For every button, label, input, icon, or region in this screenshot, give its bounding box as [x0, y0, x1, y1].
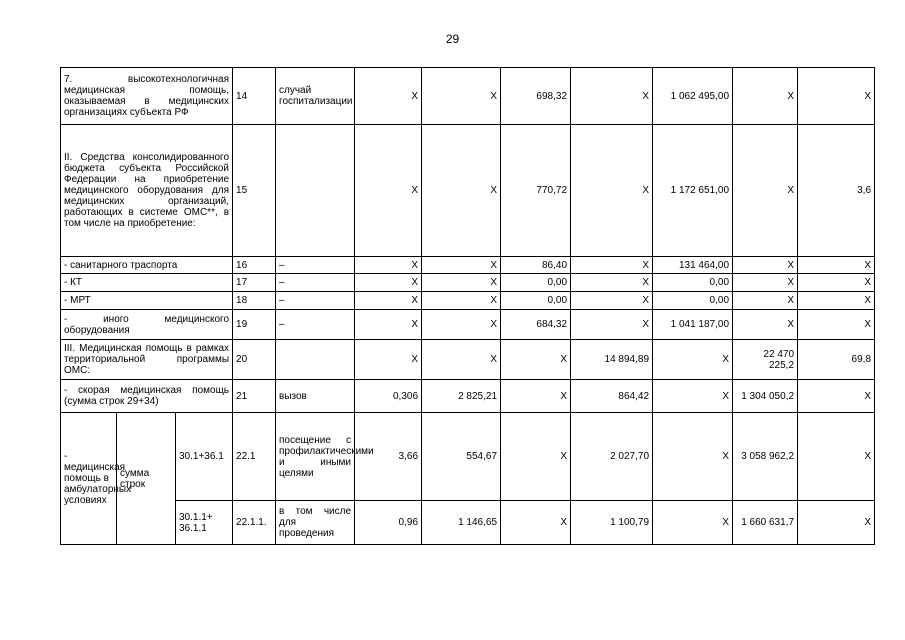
value-cell-c6: X	[733, 125, 798, 257]
value-cell-c5: 0,00	[653, 274, 733, 292]
table-row	[61, 68, 875, 125]
value-cell-c3: X	[501, 380, 571, 413]
value-cell-c7: X	[798, 257, 875, 274]
row-name-cell: - МРТ	[61, 292, 233, 310]
value-cell-c5: X	[653, 413, 733, 501]
row-name-cell: 7. высокотехнологичная медицинская помощь, оказываемая в медицинских организациях субъекта РФ	[61, 68, 233, 125]
value-cell-c1: X	[355, 340, 422, 380]
unit-cell: посещение с профилактическими и иными целями	[276, 413, 355, 501]
value-cell-c7: X	[798, 310, 875, 340]
unit-cell: вызов	[276, 380, 355, 413]
value-cell-c1: X	[355, 310, 422, 340]
table-row	[61, 501, 875, 545]
value-cell-c5: 131 464,00	[653, 257, 733, 274]
value-cell-c3: 698,32	[501, 68, 571, 125]
value-cell-c3: 0,00	[501, 274, 571, 292]
value-cell-c5: X	[653, 340, 733, 380]
value-cell-c4: 1 100,79	[571, 501, 653, 545]
value-cell-c2: X	[422, 257, 501, 274]
value-cell-c3: 684,32	[501, 310, 571, 340]
value-cell-c5: X	[653, 380, 733, 413]
value-cell-c7: 69,8	[798, 340, 875, 380]
line-number-cell: 14	[233, 68, 276, 125]
value-cell-c6: 1 660 631,7	[733, 501, 798, 545]
unit-cell	[276, 125, 355, 257]
unit-cell: в том числе для проведения	[276, 501, 355, 545]
row-reference-cell: 30.1.1+ 36.1.1	[176, 501, 233, 545]
value-cell-c6: X	[733, 292, 798, 310]
table-row	[61, 292, 875, 310]
value-cell-c7: X	[798, 413, 875, 501]
value-cell-c7: X	[798, 292, 875, 310]
value-cell-c3: X	[501, 501, 571, 545]
value-cell-c4: X	[571, 274, 653, 292]
line-number-cell: 16	[233, 257, 276, 274]
value-cell-c1: X	[355, 68, 422, 125]
line-number-cell: 19	[233, 310, 276, 340]
unit-cell: –	[276, 274, 355, 292]
value-cell-c6: X	[733, 310, 798, 340]
value-cell-c5: 1 041 187,00	[653, 310, 733, 340]
value-cell-c4: 864,42	[571, 380, 653, 413]
row-name-cell: - санитарного траспорта	[61, 257, 233, 274]
line-number-cell: 22.1	[233, 413, 276, 501]
table-row	[61, 380, 875, 413]
value-cell-c3: 770,72	[501, 125, 571, 257]
table-row	[61, 310, 875, 340]
line-number-cell: 17	[233, 274, 276, 292]
row-name-cell: II. Средства консолидированного бюджета субъекта Российской Федерации на приобретение медицинского оборудования для медицинских организаций, работающих в системе ОМС**, в том числе на приобретение:	[61, 125, 233, 257]
value-cell-c1: X	[355, 125, 422, 257]
sum-label-cell: сумма строк	[117, 413, 176, 545]
value-cell-c7: X	[798, 68, 875, 125]
value-cell-c3: 86,40	[501, 257, 571, 274]
line-number-cell: 21	[233, 380, 276, 413]
value-cell-c1: X	[355, 292, 422, 310]
value-cell-c3: X	[501, 413, 571, 501]
value-cell-c2: 554,67	[422, 413, 501, 501]
line-number-cell: 22.1.1.	[233, 501, 276, 545]
line-number-cell: 18	[233, 292, 276, 310]
value-cell-c2: X	[422, 292, 501, 310]
value-cell-c1: 0,96	[355, 501, 422, 545]
unit-cell	[276, 340, 355, 380]
value-cell-c2: 2 825,21	[422, 380, 501, 413]
data-table	[60, 67, 875, 545]
value-cell-c7: X	[798, 380, 875, 413]
page-number: 29	[445, 32, 460, 46]
value-cell-c6: 3 058 962,2	[733, 413, 798, 501]
value-cell-c4: 2 027,70	[571, 413, 653, 501]
value-cell-c4: X	[571, 310, 653, 340]
row-name-cell: - скорая медицинская помощь (сумма строк 29+34)	[61, 380, 233, 413]
value-cell-c5: 0,00	[653, 292, 733, 310]
table-row	[61, 413, 875, 501]
value-cell-c4: X	[571, 68, 653, 125]
value-cell-c2: X	[422, 340, 501, 380]
value-cell-c3: 0,00	[501, 292, 571, 310]
value-cell-c6: 1 304 050,2	[733, 380, 798, 413]
value-cell-c2: X	[422, 310, 501, 340]
table-row	[61, 274, 875, 292]
value-cell-c5: 1 172 651,00	[653, 125, 733, 257]
value-cell-c6: X	[733, 274, 798, 292]
value-cell-c5: 1 062 495,00	[653, 68, 733, 125]
unit-cell: –	[276, 257, 355, 274]
unit-cell: случай госпитализации	[276, 68, 355, 125]
value-cell-c4: X	[571, 125, 653, 257]
row-name-cell: - иного медицинского оборудования	[61, 310, 233, 340]
row-name-cell: III. Медицинская помощь в рамках территориальной программы ОМС:	[61, 340, 233, 380]
table-row	[61, 340, 875, 380]
value-cell-c5: X	[653, 501, 733, 545]
value-cell-c4: X	[571, 292, 653, 310]
value-cell-c2: X	[422, 125, 501, 257]
value-cell-c7: X	[798, 501, 875, 545]
row-reference-cell: 30.1+36.1	[176, 413, 233, 501]
ambulatory-name-cell: - медицинская помощь в амбулаторных условиях	[61, 413, 117, 545]
value-cell-c2: X	[422, 68, 501, 125]
line-number-cell: 20	[233, 340, 276, 380]
unit-cell: –	[276, 310, 355, 340]
value-cell-c6: 22 470 225,2	[733, 340, 798, 380]
value-cell-c7: 3,6	[798, 125, 875, 257]
value-cell-c4: X	[571, 257, 653, 274]
table-row	[61, 257, 875, 274]
value-cell-c2: 1 146,65	[422, 501, 501, 545]
row-name-cell: - КТ	[61, 274, 233, 292]
line-number-cell: 15	[233, 125, 276, 257]
value-cell-c1: 0,306	[355, 380, 422, 413]
value-cell-c4: 14 894,89	[571, 340, 653, 380]
table-row	[61, 125, 875, 257]
value-cell-c7: X	[798, 274, 875, 292]
unit-cell: –	[276, 292, 355, 310]
value-cell-c3: X	[501, 340, 571, 380]
value-cell-c6: X	[733, 68, 798, 125]
value-cell-c1: X	[355, 257, 422, 274]
value-cell-c6: X	[733, 257, 798, 274]
value-cell-c2: X	[422, 274, 501, 292]
value-cell-c1: X	[355, 274, 422, 292]
table-body	[61, 68, 875, 545]
value-cell-c1: 3,66	[355, 413, 422, 501]
